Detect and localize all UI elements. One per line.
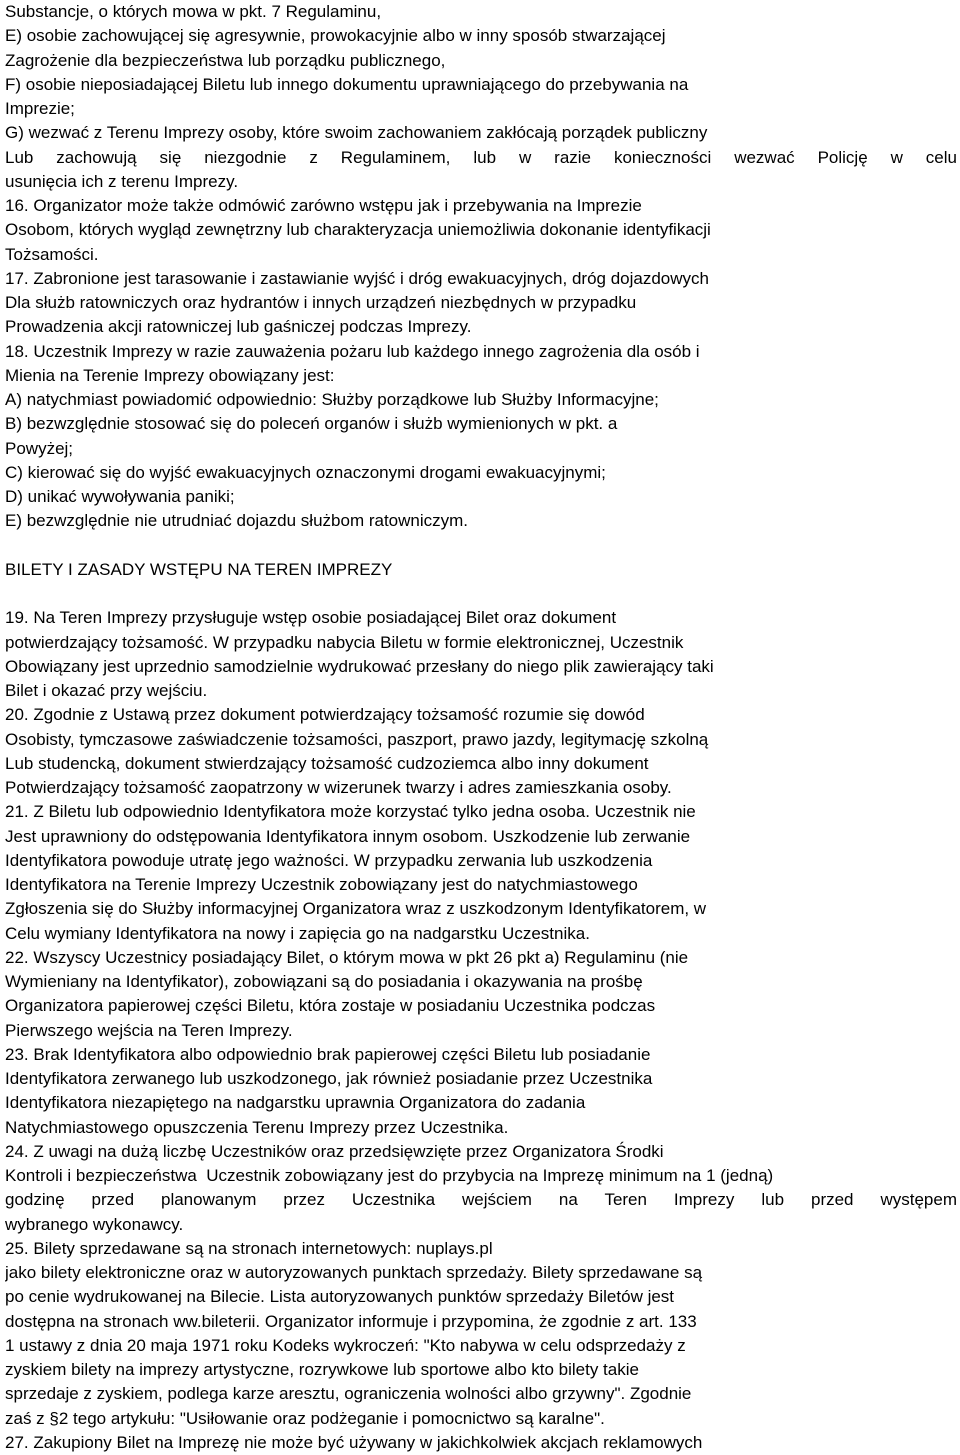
text-line: Celu wymiany Identyfikatora na nowy i zapięcia go na nadgarstku Uczestnika. xyxy=(5,923,590,943)
text-line: usunięcia ich z terenu Imprezy. xyxy=(5,171,239,191)
text-line: Substancje, o których mowa w pkt. 7 Regulaminu, xyxy=(5,2,382,21)
text-line: Bilet i okazać przy wejściu. xyxy=(5,681,208,700)
blank-line xyxy=(5,582,957,606)
text-line: Identyfikatora powoduje utratę jego ważności. W przypadku zerwania lub uszkodzenia xyxy=(5,850,653,870)
text-line: Obowiązany jest uprzednio samodzielnie wydrukować przesłany do niego plik zawierający taki xyxy=(5,656,714,676)
text-line: E) osobie zachowującej się agresywnie, prowokacyjnie albo w inny sposób stwarzającej xyxy=(5,26,666,46)
text-line: 22. Wszyscy Uczestnicy posiadający Bilet, o którym mowa w pkt 26 pkt a) Regulaminu (nie xyxy=(5,947,689,967)
text-line: A) natychmiast powiadomić odpowiednio: Służby porządkowe lub Służby Informacyjne; xyxy=(5,390,659,409)
text-line: Osobom, których wygląd zewnętrzny lub charakteryzacja uniemożliwia dokonanie identyfikacji xyxy=(5,220,711,240)
text-line: 27. Zakupiony Bilet na Imprezę nie może być używany w jakichkolwiek akcjach reklamowych xyxy=(5,1432,703,1452)
text-line: Lub zachowują się niezgodnie z Regulaminem, lub w razie konieczności wezwać Policję w celu xyxy=(5,147,957,167)
text-line: 17. Zabronione jest tarasowanie i zastawianie wyjść i dróg ewakuacyjnych, dróg dojazdowych xyxy=(5,268,709,288)
text-line: Tożsamości. xyxy=(5,244,99,264)
text-line: 25. Bilety sprzedawane są na stronach internetowych: nuplays.pl xyxy=(5,1238,493,1258)
document-page xyxy=(5,0,957,1455)
text-line: Identyfikatora niezapiętego na nadgarstku uprawnia Organizatora do zadania xyxy=(5,1093,586,1113)
text-line: Mienia na Terenie Imprezy obowiązany jest: xyxy=(5,365,335,385)
text-line: 16. Organizator może także odmówić zarówno wstępu jak i przebywania na Imprezie xyxy=(5,196,642,215)
text-line: Potwierdzający tożsamość zaopatrzony w wizerunek twarzy i adres zamieszkania osoby. xyxy=(5,778,672,797)
text-line: Zgłoszenia się do Służby informacyjnej Organizatora wraz z uszkodzonym Identyfikatorem, w xyxy=(5,899,707,919)
text-line: E) bezwzględnie nie utrudniać dojazdu służbom ratowniczym. xyxy=(5,511,469,531)
text-line: F) osobie nieposiadającej Biletu lub innego dokumentu uprawniającego do przebywania na xyxy=(5,74,689,94)
text-line: 18. Uczestnik Imprezy w razie zauważenia pożaru lub każdego innego zagrożenia dla osób i xyxy=(5,341,700,361)
text-line: dostępna na stronach ww.bileterii. Organizator informuje i przypomina, że zgodnie z art. 133 xyxy=(5,1311,697,1331)
text-line: Prowadzenia akcji ratowniczej lub gaśniczej podczas Imprezy. xyxy=(5,317,472,337)
blank-line xyxy=(5,534,957,558)
text-line: 19. Na Teren Imprezy przysługuje wstęp osobie posiadającej Bilet oraz dokument xyxy=(5,608,617,628)
text-line: Identyfikatora zerwanego lub uszkodzonego, jak również posiadanie przez Uczestnika xyxy=(5,1069,653,1088)
text-line: potwierdzający tożsamość. W przypadku nabycia Biletu w formie elektronicznej, Uczestnik xyxy=(5,632,684,652)
text-line: Powyżej; xyxy=(5,438,74,458)
text-line: zyskiem bilety na imprezy artystyczne, rozrywkowe lub sportowe albo kto bilety takie xyxy=(5,1360,639,1379)
text-line: Identyfikatora na Terenie Imprezy Uczestnik zobowiązany jest do natychmiastowego xyxy=(5,875,638,894)
text-line: wybranego wykonawcy. xyxy=(5,1214,184,1234)
text-line: godzinę przed planowanym przez Uczestnika wejściem na Teren Imprezy lub przed występem xyxy=(5,1190,957,1210)
text-line: C) kierować się do wyjść ewakuacyjnych oznaczonymi drogami ewakuacyjnymi; xyxy=(5,462,606,482)
text-line: B) bezwzględnie stosować się do poleceń organów i służb wymienionych w pkt. a xyxy=(5,414,618,434)
text-line: Kontroli i bezpieczeństwa Uczestnik zobowiązany jest do przybycia na Imprezę minimum na 1 (jedną) xyxy=(5,1166,774,1185)
text-line: Natychmiastowego opuszczenia Terenu Imprezy przez Uczestnika. xyxy=(5,1117,509,1137)
text-line: zaś z §2 tego artykułu: "Usiłowanie oraz podżeganie i pomocnictwo są karalne". xyxy=(5,1408,605,1428)
text-line: 1 ustawy z dnia 20 maja 1971 roku Kodeks wykroczeń: "Kto nabywa w celu odsprzedaży z xyxy=(5,1335,686,1355)
text-line: Zagrożenie dla bezpieczeństwa lub porządku publicznego, xyxy=(5,50,446,70)
text-line: 24. Z uwagi na dużą liczbę Uczestników oraz przedsięwzięte przez Organizatora Środki xyxy=(5,1141,664,1161)
text-line: Jest uprawniony do odstępowania Identyfikatora innym osobom. Uszkodzenie lub zerwanie xyxy=(5,826,691,846)
text-line: jako bilety elektroniczne oraz w autoryzowanych punktach sprzedaży. Bilety sprzedawane są xyxy=(5,1263,703,1282)
text-line: Pierwszego wejścia na Teren Imprezy. xyxy=(5,1020,293,1040)
text-line: 23. Brak Identyfikatora albo odpowiednio brak papierowej części Biletu lub posiadanie xyxy=(5,1044,651,1064)
text-line: 20. Zgodnie z Ustawą przez dokument potwierdzający tożsamość rozumie się dowód xyxy=(5,705,645,725)
text-line: 21. Z Biletu lub odpowiednio Identyfikatora może korzystać tylko jedna osoba. Uczestnik nie xyxy=(5,802,696,822)
text-line: sprzedaje z zyskiem, podlega karze aresztu, ograniczenia wolności albo grzywny". Zgodnie xyxy=(5,1384,692,1404)
text-line: BILETY I ZASADY WSTĘPU NA TEREN IMPREZY xyxy=(5,559,393,579)
text-line: Organizatora papierowej części Biletu, która zostaje w posiadaniu Uczestnika podczas xyxy=(5,996,656,1016)
text-line: po cenie wydrukowanej na Bilecie. Lista autoryzowanych punktów sprzedaży Biletów jest xyxy=(5,1287,675,1307)
text-line: Lub studencką, dokument stwierdzający tożsamość cudzoziemca albo inny dokument xyxy=(5,753,649,773)
text-line: D) unikać wywoływania paniki; xyxy=(5,487,235,506)
text-line: G) wezwać z Terenu Imprezy osoby, które swoim zachowaniem zakłócają porządek publiczny xyxy=(5,123,708,143)
text-line: Osobisty, tymczasowe zaświadczenie tożsamości, paszport, prawo jazdy, legitymację szkolną xyxy=(5,729,709,749)
text-line: Imprezie; xyxy=(5,99,75,118)
text-line: Wymieniany na Identyfikator), zobowiązani są do posiadania i okazywania na prośbę xyxy=(5,972,643,991)
text-line: Dla służb ratowniczych oraz hydrantów i innych urządzeń niezbędnych w przypadku xyxy=(5,293,637,312)
